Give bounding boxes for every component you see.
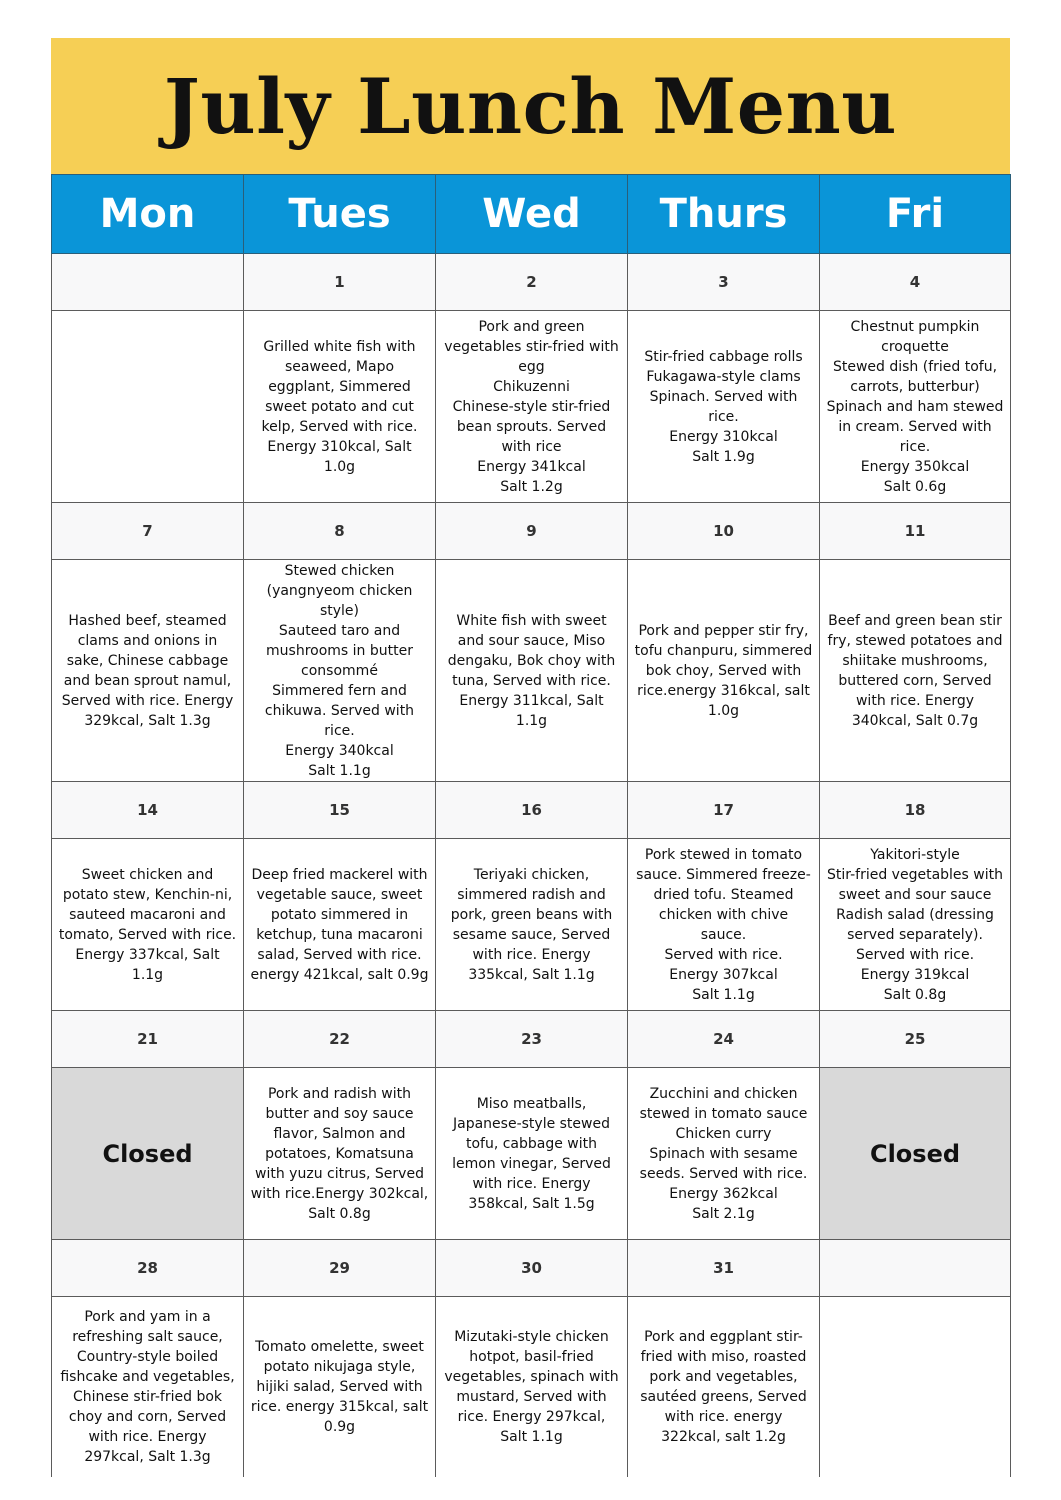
meal-cell: Yakitori-style Stir-fried vegetables with sweet and sour sauce Radish salad (dressing served separately). Served with rice. Energy 319kcal Salt 0.8g (820, 839, 1011, 1011)
meal-cell: Tomato omelette, sweet potato nikujaga style, hijiki salad, Served with rice. energy 315kcal, salt 0.9g (244, 1297, 436, 1477)
lunch-menu (51, 38, 1010, 1477)
date-cell (820, 1240, 1011, 1297)
date-cell: 24 (628, 1011, 820, 1068)
meal-cell: Teriyaki chicken, simmered radish and pork, green beans with sesame sauce, Served with rice. Energy 335kcal, Salt 1.1g (436, 839, 628, 1011)
day-header-wed: Wed (436, 175, 628, 254)
day-header-tues: Tues (244, 175, 436, 254)
date-cell: 21 (52, 1011, 244, 1068)
date-cell: 29 (244, 1240, 436, 1297)
date-cell: 25 (820, 1011, 1011, 1068)
date-cell: 3 (628, 254, 820, 311)
meal-cell: Pork and green vegetables stir-fried with egg Chikuzenni Chinese-style stir-fried bean sprouts. Served with rice Energy 341kcal Salt 1.2g (436, 311, 628, 503)
date-cell: 23 (436, 1011, 628, 1068)
date-row (52, 1240, 1011, 1297)
date-cell: 28 (52, 1240, 244, 1297)
day-header-mon: Mon (52, 175, 244, 254)
date-cell: 22 (244, 1011, 436, 1068)
day-header-row (52, 175, 1011, 254)
date-cell: 4 (820, 254, 1011, 311)
closed-cell: Closed (52, 1068, 244, 1240)
date-cell: 11 (820, 503, 1011, 560)
meal-cell: Pork stewed in tomato sauce. Simmered freeze-dried tofu. Steamed chicken with chive sauce. Served with rice. Energy 307kcal Salt 1.1g (628, 839, 820, 1011)
date-cell: 10 (628, 503, 820, 560)
meal-cell: Pork and pepper stir fry, tofu chanpuru, simmered bok choy, Served with rice.energy 316kcal, salt 1.0g (628, 560, 820, 782)
meal-row (52, 1068, 1011, 1240)
date-cell: 14 (52, 782, 244, 839)
date-cell: 8 (244, 503, 436, 560)
meal-cell: Miso meatballs, Japanese-style stewed tofu, cabbage with lemon vinegar, Served with rice. Energy 358kcal, Salt 1.5g (436, 1068, 628, 1240)
meal-cell (820, 1297, 1011, 1477)
date-cell: 15 (244, 782, 436, 839)
meal-cell: Pork and yam in a refreshing salt sauce, Country-style boiled fishcake and vegetables, Chinese stir-fried bok choy and corn, Served with rice. Energy 297kcal, Salt 1.3g (52, 1297, 244, 1477)
date-row (52, 782, 1011, 839)
meal-cell: Grilled white fish with seaweed, Mapo eggplant, Simmered sweet potato and cut kelp, Served with rice. Energy 310kcal, Salt 1.0g (244, 311, 436, 503)
date-cell: 17 (628, 782, 820, 839)
meal-cell: White fish with sweet and sour sauce, Miso dengaku, Bok choy with tuna, Served with rice. Energy 311kcal, Salt 1.1g (436, 560, 628, 782)
meal-cell: Sweet chicken and potato stew, Kenchin-ni, sauteed macaroni and tomato, Served with rice. Energy 337kcal, Salt 1.1g (52, 839, 244, 1011)
meal-cell: Mizutaki-style chicken hotpot, basil-fried vegetables, spinach with mustard, Served with rice. Energy 297kcal, Salt 1.1g (436, 1297, 628, 1477)
date-cell: 18 (820, 782, 1011, 839)
meal-row (52, 311, 1011, 503)
meal-cell: Stir-fried cabbage rolls Fukagawa-style clams Spinach. Served with rice. Energy 310kcal Salt 1.9g (628, 311, 820, 503)
meal-row (52, 560, 1011, 782)
meal-cell (52, 311, 244, 503)
title-bar (51, 38, 1010, 174)
meal-cell: Pork and eggplant stir-fried with miso, roasted pork and vegetables, sautéed greens, Served with rice. energy 322kcal, salt 1.2g (628, 1297, 820, 1477)
date-cell: 9 (436, 503, 628, 560)
closed-cell: Closed (820, 1068, 1011, 1240)
date-cell: 1 (244, 254, 436, 311)
date-row (52, 1011, 1011, 1068)
date-cell: 7 (52, 503, 244, 560)
date-cell: 31 (628, 1240, 820, 1297)
menu-calendar (51, 174, 1011, 1477)
date-cell: 2 (436, 254, 628, 311)
meal-cell: Chestnut pumpkin croquette Stewed dish (fried tofu, carrots, butterbur) Spinach and ham stewed in cream. Served with rice. Energy 350kcal Salt 0.6g (820, 311, 1011, 503)
page-title: July Lunch Menu (163, 61, 898, 151)
date-cell: 30 (436, 1240, 628, 1297)
date-row (52, 254, 1011, 311)
meal-cell: Deep fried mackerel with vegetable sauce, sweet potato simmered in ketchup, tuna macaroni salad, Served with rice. energy 421kcal, salt 0.9g (244, 839, 436, 1011)
meal-row (52, 839, 1011, 1011)
meal-cell: Zucchini and chicken stewed in tomato sauce Chicken curry Spinach with sesame seeds. Served with rice. Energy 362kcal Salt 2.1g (628, 1068, 820, 1240)
date-row (52, 503, 1011, 560)
meal-cell: Pork and radish with butter and soy sauce flavor, Salmon and potatoes, Komatsuna with yuzu citrus, Served with rice.Energy 302kcal, Salt 0.8g (244, 1068, 436, 1240)
date-cell: 16 (436, 782, 628, 839)
day-header-fri: Fri (820, 175, 1011, 254)
meal-row (52, 1297, 1011, 1477)
meal-cell: Hashed beef, steamed clams and onions in sake, Chinese cabbage and bean sprout namul, Served with rice. Energy 329kcal, Salt 1.3g (52, 560, 244, 782)
day-header-thurs: Thurs (628, 175, 820, 254)
date-cell (52, 254, 244, 311)
meal-cell: Beef and green bean stir fry, stewed potatoes and shiitake mushrooms, buttered corn, Served with rice. Energy 340kcal, Salt 0.7g (820, 560, 1011, 782)
meal-cell: Stewed chicken (yangnyeom chicken style) Sauteed taro and mushrooms in butter consommé Simmered fern and chikuwa. Served with rice. Energy 340kcal Salt 1.1g (244, 560, 436, 782)
